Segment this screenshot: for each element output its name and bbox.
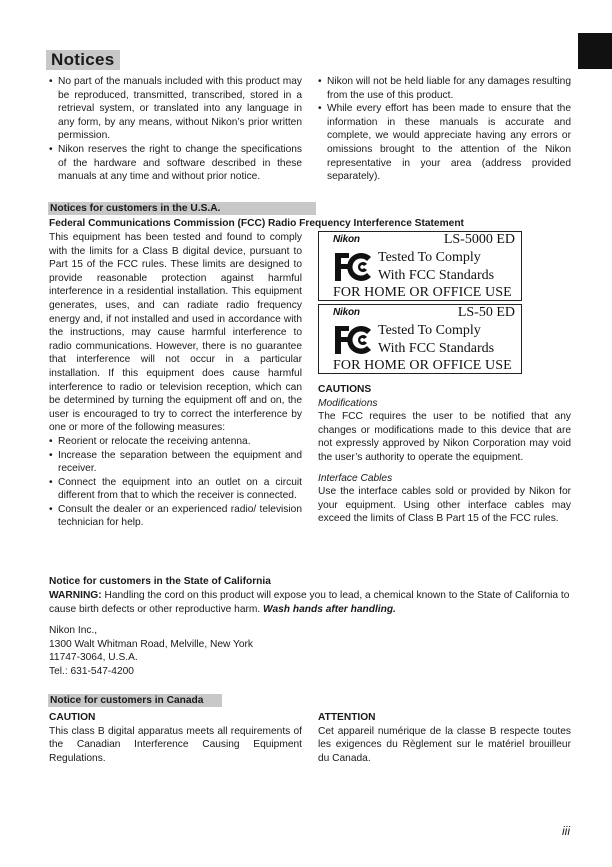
- attention-heading: ATTENTION: [318, 712, 376, 723]
- fcc-label-ls5000: [318, 231, 522, 301]
- modifications-heading: Modifications: [318, 397, 378, 409]
- intro-bullet: • Nikon reserves the right to change the specifications of the hardware and software described in these manuals at any time and without prior notice.: [49, 143, 302, 184]
- fcc-logo-icon: [333, 251, 373, 283]
- modifications-text: The FCC requires the user to be notified that any changes or modifications made to this device that are not expressly approved by Nikon Corporation may void the user’s authority to operate the equipment.: [318, 411, 571, 463]
- canada-left-column: [49, 711, 302, 765]
- wash-hands-text: Wash hands after handling.: [263, 603, 396, 615]
- fcc-body-text: This equipment has been tested and found to comply with the limits for a Class B digital device, pursuant to Part 15 of the FCC rules. These limits are designed to provide reasonable protection against harmful interference in a residential installation. This equipment generates, uses, and can radiate radio frequency energy and, if not installed and used in accordance with the instructions, may cause harmful interference to radio communications. However, there is no guarantee that interference will not occur in a particular installation. If this equipment does cause harmful interference to radio or television reception, which can be determined by turning the equipment off and on, the user is encouraged to try to correct the interference by one or more of the following measures:: [49, 232, 302, 434]
- nikon-address: [49, 624, 349, 678]
- model-name: LS-50 ED: [457, 305, 515, 320]
- intro-bullet: • While every effort has been made to ensure that the information in these manuals is accurate and complete, we would appreciate having any errors or omissions brought to the attention of the Nikon representative in your area (address provided separately).: [318, 102, 571, 184]
- canada-section-heading: Notice for customers in Canada: [48, 694, 222, 707]
- model-name: LS-5000 ED: [443, 232, 515, 247]
- interface-cables-text: Use the interface cables sold or provided by Nikon for your equipment. Using other interface cables may exceed the limits of Class B Part 15 of the FCC rules.: [318, 486, 571, 525]
- intro-bullet: • No part of the manuals included with this product may be reproduced, transmitted, transcribed, stored in a retrieval system, or translated into any language in any form, by any means, without Nikon’s prior written permission.: [49, 75, 302, 143]
- fcc-label-line: Tested To Comply: [378, 323, 481, 338]
- fcc-label-line: FOR HOME OR OFFICE USE: [333, 358, 512, 373]
- caution-heading: CAUTION: [49, 712, 96, 723]
- usa-section-heading: Notices for customers in the U.S.A.: [48, 202, 316, 215]
- california-warning: [49, 589, 573, 616]
- page-title: Notices: [46, 50, 120, 70]
- fcc-label-line: Tested To Comply: [378, 250, 481, 265]
- canada-right-column: [318, 711, 571, 765]
- nikon-logo: Nikon: [333, 307, 360, 318]
- intro-right-column: [318, 75, 571, 184]
- warning-label: WARNING:: [49, 590, 102, 601]
- measure-item: • Consult the dealer or an experienced radio/ television technician for help.: [49, 503, 302, 530]
- usa-left-column: [49, 231, 302, 530]
- cautions-heading: CAUTIONS: [318, 384, 372, 395]
- intro-left-column: [49, 75, 302, 184]
- address-line: 1300 Walt Whitman Road, Melville, New York: [49, 638, 254, 650]
- interface-cables-heading: Interface Cables: [318, 472, 393, 484]
- measure-item: • Increase the separation between the equipment and receiver.: [49, 449, 302, 476]
- fcc-label-ls50: [318, 304, 522, 374]
- fcc-label-line: With FCC Standards: [378, 268, 495, 283]
- fcc-statement-title: Federal Communications Commission (FCC) Radio Frequency Interference Statement: [49, 218, 464, 229]
- caution-text: This class B digital apparatus meets all requirements of the Canadian Interference Causing Equipment Regulations.: [49, 725, 302, 764]
- attention-text: Cet appareil numérique de la classe B respecte toutes les exigences du Règlement sur le matériel brouilleur du Canada.: [318, 725, 571, 764]
- warning-text: Handling the cord on this product will expose you to lead, a chemical known to the State of California to cause birth defects or other reproductive harm.: [49, 590, 570, 615]
- address-line: 11747-3064, U.S.A.: [49, 652, 138, 664]
- fcc-logo-icon: [333, 324, 373, 356]
- measure-item: • Connect the equipment into an outlet on a circuit different from that to which the receiver is connected.: [49, 476, 302, 503]
- section-thumb-tab: [578, 33, 612, 69]
- address-line: Tel.: 631-547-4200: [49, 665, 134, 677]
- intro-bullet: • Nikon will not be held liable for any damages resulting from the use of this product.: [318, 75, 571, 102]
- california-heading: Notice for customers in the State of California: [49, 576, 271, 587]
- page-number: iii: [562, 824, 570, 838]
- measure-item: • Reorient or relocate the receiving antenna.: [49, 435, 302, 449]
- nikon-logo: Nikon: [333, 234, 360, 245]
- fcc-label-line: With FCC Standards: [378, 341, 495, 356]
- address-line: Nikon Inc.,: [49, 625, 98, 636]
- usa-right-column: [318, 383, 571, 526]
- fcc-label-line: FOR HOME OR OFFICE USE: [333, 285, 512, 300]
